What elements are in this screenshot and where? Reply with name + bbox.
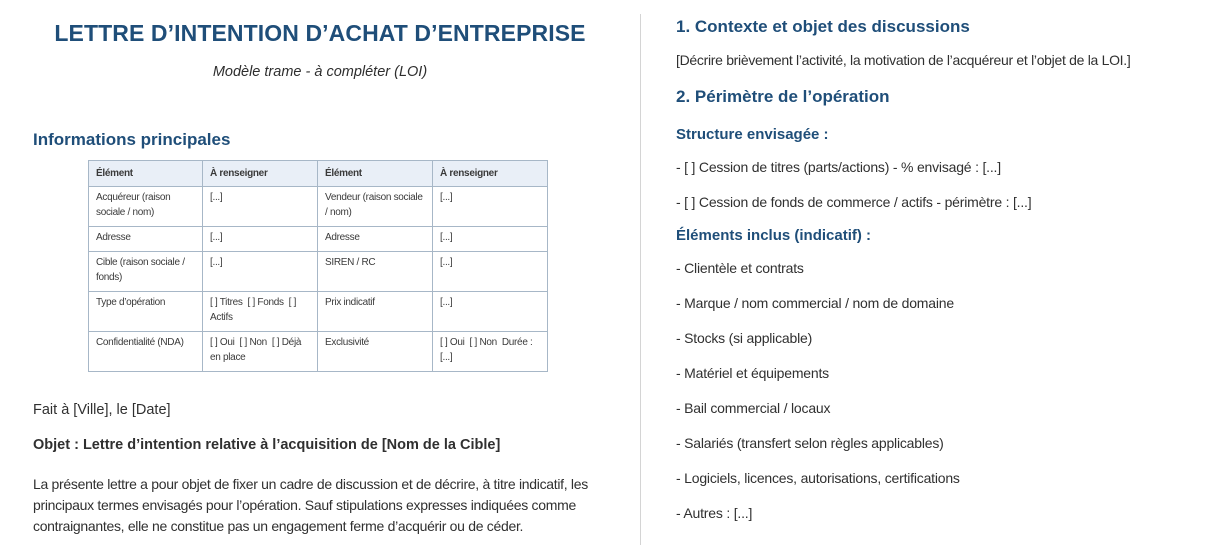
document-subtitle: Modèle trame - à compléter (LOI) [212,64,428,80]
element-item: - Clientèle et contrats [676,260,804,276]
table-row [89,227,548,252]
table-cell: Vendeur (raison sociale / nom) [318,187,433,227]
table-header-cell: Élément [318,161,433,187]
table-cell: [ ] Oui [ ] Non Durée : [...] [433,332,548,372]
right-column [676,0,1209,545]
table-cell: SIREN / RC [318,252,433,292]
intro-paragraph: La présente lettre a pour objet de fixer un cadre de discussion et de décrire, à titre indicatif, les principaux termes envisagés pour l’opération. Sauf stipulations expresses indiquées comme contraignantes, elle ne constitue pas un engagement ferme d’acquérir ou de céder. [33,476,588,534]
element-item: - Autres : [...] [676,505,753,521]
element-item: - Logiciels, licences, autorisations, certifications [676,470,960,486]
elements-list [676,258,1209,523]
table-header-cell: À renseigner [433,161,548,187]
table-cell: [...] [433,227,548,252]
informations-table [88,160,548,372]
table-row [89,332,548,372]
table-cell: Acquéreur (raison sociale / nom) [89,187,203,227]
table-cell: Prix indicatif [318,292,433,332]
heading-perimetre: 2. Périmètre de l’opération [676,87,890,106]
table-row [89,252,548,292]
table-cell: Confidentialité (NDA) [89,332,203,372]
structure-list [676,157,1209,212]
table-header-cell: À renseigner [203,161,318,187]
element-item: - Marque / nom commercial / nom de domaine [676,295,954,311]
subheading-structure-envisagee: Structure envisagée : [676,126,829,143]
table-header-cell: Élément [89,161,203,187]
element-item: - Stocks (si applicable) [676,330,813,346]
element-item: - Salariés (transfert selon règles applicables) [676,435,944,451]
heading-contexte: 1. Contexte et objet des discussions [676,17,970,36]
table-row [89,292,548,332]
structure-item: - [ ] Cession de fonds de commerce / actifs - périmètre : [...] [676,194,1032,210]
table-cell: [...] [203,227,318,252]
document-title: LETTRE D’INTENTION D’ACHAT D’ENTREPRISE [54,20,586,46]
table-row [89,187,548,227]
table-cell: Exclusivité [318,332,433,372]
table-cell: Adresse [318,227,433,252]
table-cell: [...] [433,292,548,332]
section-heading-informations-principales: Informations principales [33,130,231,149]
table-cell: [...] [203,252,318,292]
subheading-elements-inclus: Éléments inclus (indicatif) : [676,227,872,244]
table-cell: [ ] Oui [ ] Non [ ] Déjà en place [203,332,318,372]
contexte-body: [Décrire brièvement l’activité, la motivation de l’acquéreur et l’objet de la LOI.] [676,52,1131,68]
element-item: - Bail commercial / locaux [676,400,831,416]
date-place-line: Fait à [Ville], le [Date] [33,402,171,418]
table-cell: [...] [433,187,548,227]
column-divider [640,14,641,545]
table-cell: [ ] Titres [ ] Fonds [ ] Actifs [203,292,318,332]
table-cell: [...] [433,252,548,292]
table-cell: Type d’opération [89,292,203,332]
table-cell: Cible (raison sociale / fonds) [89,252,203,292]
table-cell: [...] [203,187,318,227]
structure-item: - [ ] Cession de titres (parts/actions) - % envisagé : [...] [676,159,1001,175]
element-item: - Matériel et équipements [676,365,829,381]
objet-line: Objet : Lettre d’intention relative à l’acquisition de [Nom de la Cible] [33,437,501,453]
table-header-row [89,161,548,187]
table-cell: Adresse [89,227,203,252]
